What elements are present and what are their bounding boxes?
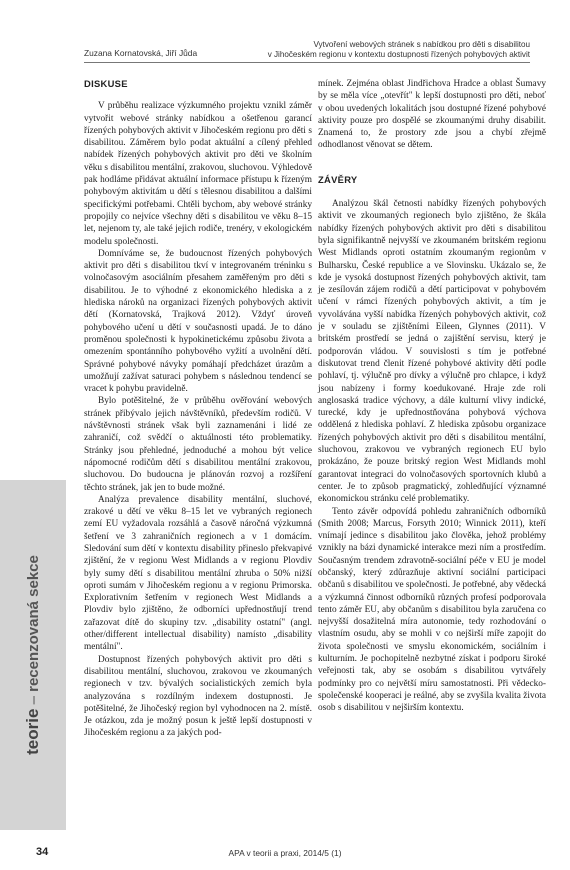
diskuse-heading: DISKUSE: [84, 78, 128, 89]
header-authors: Zuzana Kornatovská, Jiří Jůda: [84, 48, 198, 58]
diskuse-paragraph: Domníváme se, že budoucnost řízených pohybových aktivit pro děti s disabilitou tkví v integrovaném tréninku s volnočasovým asociálním přesahem zaměřeným pro děti s disabilitou. Je to výhodné z ekonomického hlediska a z hlediska nároků na organizaci řízených pohybových aktivit dětí (Kornatovská, Trajková 2012). Vždyť úroveň pohybového učení u dětí v současnosti upadá. Je to dáno proměnou společnosti k hypokinetickému způsobu života a omezením spontánního pohybového vyžití a uvolnění dětí. Správné pohybové návyky pomáhají předcházet úrazům a umožňují zažívat saturaci pohybem s následnou tendencí se vracet k pohybu pravidelně.: [84, 248, 312, 395]
journal-footer: APA v teorii a praxi, 2014/5 (1): [228, 848, 342, 858]
section-side-label: [23, 555, 43, 755]
diskuse-paragraph: Analýza prevalence disability mentální, sluchové, zrakové u dětí ve věku 8–15 let ve vybraných regionech zemí EU vyžadovala rozsáhlá a časově náročná výzkumná šetření ve 3 zahraničních regionech a v 1 domácím. Sledování sum dětí v kontextu disability přineslo překvapivé zjištění, že v regionu West Midlands a v regionu Plovdiv byly sumy dětí s disabilitou mentální zhruba o 50% nižší oproti sumám v Jihočeském regionu a v regionu Primorska. Explorativním šetřením v regionech West Midlands a Plovdiv bylo zjištěno, že odborníci upřednostňují trend zařazovat dítě do skupiny tzv. „disability ostatní" (angl. other/different intellectual disability) namísto „disability mentální".: [84, 494, 312, 653]
zavery-paragraph: Analýzou škál četnosti nabídky řízených pohybových aktivit ve zkoumaných regionech bylo zjištěno, že škála nabídky řízených pohybových aktivit pro děti s disabilitou byla signifikantně nejvyšší ve zkoumaném britském regionu West Midlands oproti ostatním zkoumaným regionům v Bulharsku, České republice a ve Slovinsku. Ukázalo se, že kde je vysoká dostupnost řízených pohybových aktivit, tam je zesílován zájem rodičů a dětí participovat v pohybovém učení v rámci řízených pohybových aktivit, a tím je vyvolávána vyšší nabídka řízených pohybových aktivit, což je v souladu se zjištěními Eileen, Glynnes (2011). V britském prostředí se jedná o zajištění servisu, který je podporován vládou. V souvislosti s tím je potřebné diskutovat trend členit řízené pohybové aktivity dětí podle pohlaví, tj. výlučně pro dívky a výlučně pro chlapce, i když jsou nabízeny i formy koedukované. Hraje zde roli anglosaská tradice výchovy, a dále kulturní vlivy indické, turecké, kdy je upřednostňována pohybová výchova oddělená z hlediska pohlaví. Z hlediska způsobu organizace řízených pohybových aktivit pro děti s disabilitou mentální, sluchovou, zrakovou ve vybraných regionech EU bylo prokázáno, že pouze britský region West Midlands mohl garantovat integraci do volnočasových sportovních klubů a center. Je to způsob pragmatický, zohledňující významné ekonomickou stránku celé problematiky.: [318, 199, 546, 505]
side-section-name: teorie: [23, 708, 42, 755]
header-article-title: [230, 40, 530, 60]
diskuse-paragraph: Dostupnost řízených pohybových aktivit pro děti s disabilitou mentální, sluchovou, zrakovou ve zkoumaných regionech v tzv. bývalých socialistických zemích byla analyzována s rozdílným indexem dostupnosti. Je potěšitelné, že Jihočeský region byl vyhodnocen na 2. místě. Je otázkou, zda je možný posun k ještě lepší dostupnosti v Jihočeském regionu a za jakých pod-: [84, 654, 312, 739]
zavery-heading: ZÁVĚRY: [318, 173, 358, 185]
diskuse-paragraph: V průběhu realizace výzkumného projektu vznikl záměr vytvořit webové stránky nabídkou a ošetřenou garancí řízených pohybových aktivit v Jihočeském regionu pro děti s disabilitou. Záměrem bylo podat aktuální a cílený přehled nabídek řízených pohybových aktivit pro děti ve školním věku s disabilitou mentální, zrakovou, sluchovou. Výhledově pak hodláme přidávat aktuální informace přístupu k řízeným pohybovým aktivitám u dětí s tělesnou disabilitou a dalšími specifickými potřebami. Chtěli bychom, aby webové stránky propojily co nejvíce všechny děti s disabilitou ve věku 8–15 let, nejenom ty, ale také jejich rodiče, trenéry, v ekologickém modelu společnosti.: [84, 101, 312, 247]
header-rule: [84, 62, 530, 63]
zavery-paragraph: Tento závěr odpovídá pohledu zahraničních odborníků (Smith 2008; Marcus, Forsyth 2010; Winnick 2011), kteří vnímají jedince s disabilitou jako člověka, jehož problémy vznikly na bázi dynamické interakce mezi ním a prostředím. Současným trendem zdravotně-sociální péče v EU je model občanský, který zdůrazňuje aktivní sociální participaci občanů s disabilitou ve společnosti. Je potřebné, aby vědecká a výzkumná činnost odborníků různých profesí podporovala tento záměr EU, aby občanům s disabilitou byla zaručena co nejvyšší dosažitelná míra autonomie, tedy rozhodování o vlastním osudu, aby se mohli v co nejširší míře zapojit do života společnosti ve smyslu ekonomickém, sociálním i kulturním. Je pochopitelně nezbytné získat i podporu široké veřejnosti tak, aby se osobám s disabilitou vytvářely podmínky pro co největší míru samostatnosti. Při vědecko-společenské kooperaci je reálné, aby se zvyšila kvalita života osob s disabilitou v nejširším kontextu.: [318, 506, 546, 714]
side-dash: –: [25, 691, 42, 709]
header-title-line-2: v Jihočeském regionu v kontextu dostupnosti řízených pohybových aktivit: [267, 50, 530, 59]
right-column: [318, 78, 546, 715]
left-column: [84, 78, 312, 740]
side-subsection-name: recenzovaná sekce: [25, 555, 42, 692]
page-number: 34: [36, 846, 49, 858]
diskuse-paragraph: Bylo potěšitelné, že v průběhu ověřování webových stránek přibývalo jejich návštěvníků, především rodičů. V návštěvnosti stránek však byli zaznamenáni i lidé ze zahraničí, což svědčí o aktuálnosti této problematiky. Stránky jsou přehledné, jednoduché a mohou být velice nápomocné rodičům dětí s disabilitou mentální zrakovou, sluchovou. Do budoucna je plánován rozvoj a rozšíření těchto stránek, jak jen to bude možné.: [84, 396, 312, 493]
header-title-line-1: Vytvoření webových stránek s nabídkou pro děti s disabilitou: [313, 40, 530, 49]
diskuse-continuation: mínek. Zejména oblast Jindřichova Hradce a oblast Šumavy by se měla více „otevřít" k lepší dostupnosti pro děti, neboť v obou uvedených lokalitách jsou dostupné řízené pohybové aktivity pouze pro dospělé se zkoumanými druhy disabilit. Znamená to, že prostory zde jsou a chybí zřejmě odhodlanost věnovat se dětem.: [318, 79, 546, 151]
